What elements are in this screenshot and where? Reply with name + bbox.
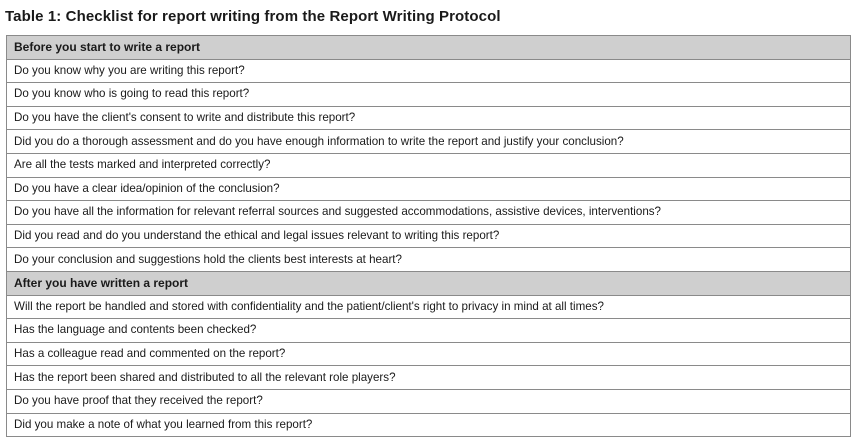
checklist-item: Do you know why you are writing this report? (7, 59, 851, 83)
checklist-item: Are all the tests marked and interpreted correctly? (7, 153, 851, 177)
table-row (7, 153, 851, 177)
checklist-item: Will the report be handled and stored with confidentiality and the patient/client's right to privacy in mind at all times? (7, 295, 851, 319)
checklist-item: Did you make a note of what you learned from this report? (7, 413, 851, 437)
table-row (7, 342, 851, 366)
table-row (7, 366, 851, 390)
table-row (7, 319, 851, 343)
checklist-item: Do you have proof that they received the report? (7, 389, 851, 413)
section-heading-before: Before you start to write a report (7, 36, 851, 60)
checklist-item: Has the language and contents been checked? (7, 319, 851, 343)
table-row (7, 224, 851, 248)
table-title: Table 1: Checklist for report writing from the Report Writing Protocol (5, 8, 501, 25)
checklist-item: Has a colleague read and commented on the report? (7, 342, 851, 366)
table-row (7, 83, 851, 107)
table-row (7, 59, 851, 83)
checklist-item: Do you know who is going to read this report? (7, 83, 851, 107)
section-header-row (7, 271, 851, 295)
checklist-item: Do you have a clear idea/opinion of the conclusion? (7, 177, 851, 201)
checklist-item: Has the report been shared and distributed to all the relevant role players? (7, 366, 851, 390)
table-row (7, 248, 851, 272)
table-row (7, 389, 851, 413)
table-row (7, 130, 851, 154)
checklist-table (6, 35, 851, 437)
table-row (7, 295, 851, 319)
checklist-item: Do you have all the information for relevant referral sources and suggested accommodations, assistive devices, interventions? (7, 201, 851, 225)
section-heading-after: After you have written a report (7, 271, 851, 295)
table-row (7, 106, 851, 130)
checklist-item: Did you do a thorough assessment and do you have enough information to write the report and justify your conclusion? (7, 130, 851, 154)
checklist-item: Did you read and do you understand the ethical and legal issues relevant to writing this report? (7, 224, 851, 248)
table-row (7, 413, 851, 437)
checklist-item: Do your conclusion and suggestions hold the clients best interests at heart? (7, 248, 851, 272)
checklist-item: Do you have the client's consent to write and distribute this report? (7, 106, 851, 130)
table-row (7, 201, 851, 225)
section-header-row (7, 36, 851, 60)
table-row (7, 177, 851, 201)
